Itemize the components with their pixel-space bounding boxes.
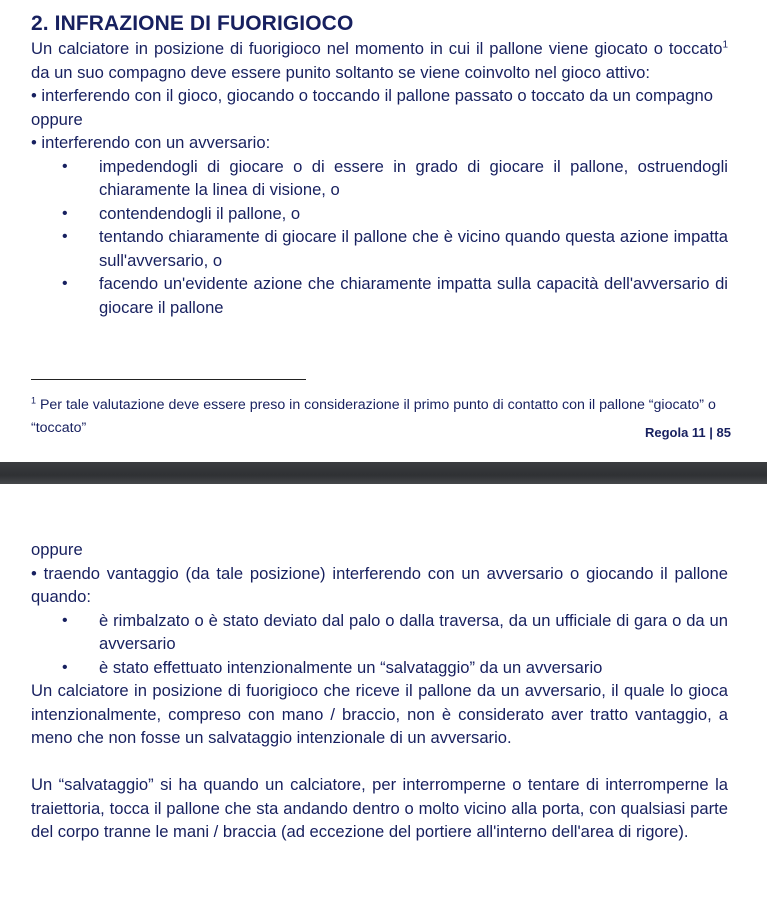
page-divider (0, 462, 767, 484)
footnote-separator (31, 379, 306, 380)
deliberate-play-paragraph: Un calciatore in posizione di fuorigioco che riceve il pallone da un avversario, il quale lo gioca intenzionalmente, compreso con mano / braccio, non è considerato aver tratto vantaggio, a meno che non fosse un salvataggio intenzionale di un avversario. (31, 681, 728, 747)
intro-text-a: Un calciatore in posizione di fuorigioco nel momento in cui il pallone viene giocato o toccato (31, 39, 723, 58)
opponent-interference-list (31, 155, 728, 320)
footnote-reference: 1 (722, 39, 728, 51)
section-title: 2. INFRAZIONE DI FUORIGIOCO (31, 12, 354, 35)
point-interfering-with-play: • interferendo con il gioco, giocando o toccando il pallone passato o toccato da un compagno (31, 86, 714, 105)
document-page-2 (0, 484, 767, 913)
paragraph-spacer (31, 750, 728, 774)
oppure-label: oppure (31, 540, 83, 559)
list-item: • tentando chiaramente di giocare il pallone che è vicino quando questa azione impatta sull'avversario, o (99, 225, 728, 272)
point-interfering-with-opponent: • interferendo con un avversario: (31, 133, 271, 152)
intro-text-b: da un suo compagno deve essere punito soltanto se viene coinvolto nel gioco attivo: (31, 62, 650, 82)
footnote-text: Per tale valutazione deve essere preso in considerazione il primo punto di contatto con il pallone “giocato” o “toccato” (31, 397, 716, 436)
list-item: • impedendogli di giocare o di essere in grado di giocare il pallone, ostruendogli chiaramente la linea di visione, o (99, 155, 728, 202)
point-gaining-advantage: • traendo vantaggio (da tale posizione) interferendo con un avversario o giocando il pallone quando: (31, 563, 728, 606)
footnote (31, 394, 728, 440)
intro-paragraph (31, 37, 728, 84)
list-item: • contendendogli il pallone, o (99, 202, 728, 226)
page-number: Regola 11 | 85 (644, 425, 731, 440)
page-2-body (31, 538, 728, 844)
page-1-body (31, 11, 728, 319)
footnote-number: 1 (31, 395, 37, 406)
oppure-label: oppure (31, 109, 83, 129)
advantage-conditions-list (31, 609, 728, 680)
save-definition-paragraph: Un “salvataggio” si ha quando un calciatore, per interromperne o tentare di interromperne la traiettoria, tocca il pallone che sta andando dentro o molto vicino alla porta, con qualsiasi parte del corpo tranne le mani / braccia (ad eccezione del portiere all'interno dell'area di rigore). (31, 775, 728, 841)
list-item: • è stato effettuato intenzionalmente un “salvataggio” da un avversario (99, 656, 728, 680)
list-item: • è rimbalzato o è stato deviato dal palo o dalla traversa, da un ufficiale di gara o da un avversario (99, 609, 728, 656)
list-item: • facendo un'evidente azione che chiaramente impatta sulla capacità dell'avversario di giocare il pallone (99, 272, 728, 319)
